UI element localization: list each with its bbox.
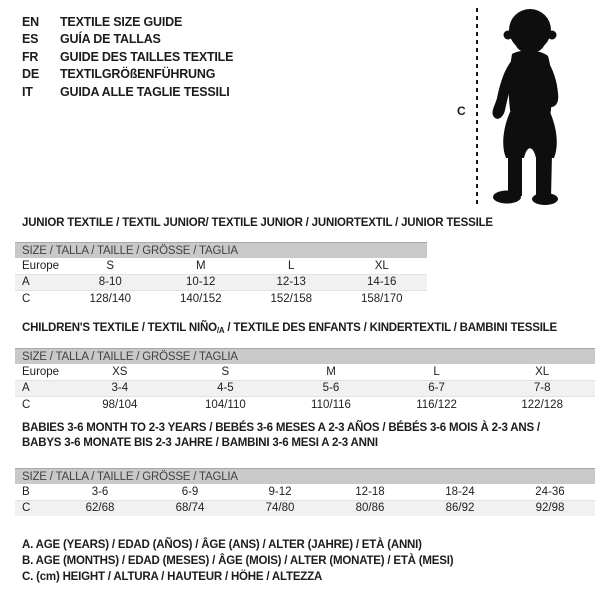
size-cell: L	[246, 258, 337, 274]
table-row-age	[15, 380, 595, 397]
table-row-europe	[15, 364, 595, 380]
children-title-suffix: / TEXTILE DES ENFANTS / KINDERTEXTIL / BAMBINI TESSILE	[224, 322, 557, 334]
footnotes	[22, 537, 453, 585]
lang-label: GUIDA ALLE TAGLIE TESSILI	[60, 84, 230, 99]
row-label-cell: Europe	[15, 258, 65, 274]
value-cell: 6-7	[384, 380, 490, 397]
value-cell: 4-5	[173, 380, 279, 397]
height-measure-label: C	[457, 104, 466, 118]
size-cell: XL	[337, 258, 428, 274]
lang-label: TEXTILGRÖßENFÜHRUNG	[60, 67, 216, 82]
value-cell: 8-10	[65, 274, 156, 291]
babies-table-title	[22, 421, 540, 451]
lang-row-fr	[22, 48, 233, 66]
value-cell: 68/74	[145, 500, 235, 516]
lang-row-it	[22, 83, 233, 101]
value-cell: 152/158	[270, 292, 313, 305]
junior-size-table	[15, 242, 427, 307]
row-label-cell: B	[15, 484, 55, 500]
lang-code: DE	[22, 67, 39, 82]
lang-code: EN	[22, 14, 39, 29]
size-cell: S	[173, 364, 279, 380]
table-row-height	[15, 500, 595, 516]
value-cell: 158/170	[360, 292, 403, 305]
table-row-europe	[15, 258, 427, 274]
children-title-subscript: /A	[216, 326, 225, 335]
footnote-b: B. AGE (MONTHS) / EDAD (MESES) / ÂGE (MOIS) / ALTER (MONATE) / ETÀ (MESI)	[22, 555, 454, 567]
lang-label: TEXTILE SIZE GUIDE	[60, 14, 183, 29]
size-cell: L	[384, 364, 490, 380]
size-cell: S	[65, 258, 156, 274]
table-row-age	[15, 274, 427, 291]
value-cell: 74/80	[235, 500, 325, 516]
size-cell: M	[156, 258, 247, 274]
value-cell: 12-13	[246, 274, 337, 291]
table-row-months	[15, 484, 595, 500]
lang-label: GUIDE DES TAILLES TEXTILE	[60, 49, 234, 64]
babies-title-line1: BABIES 3-6 MONTH TO 2-3 YEARS / BEBÉS 3-6 MESES A 2-3 AÑOS / BÉBÉS 3-6 MOIS À 2-3 ANS /	[22, 422, 540, 434]
size-header-row	[15, 243, 427, 259]
value-cell: 10-12	[156, 274, 247, 291]
children-title-prefix: CHILDREN'S TEXTILE / TEXTIL NIÑO	[22, 322, 217, 334]
size-header-bar: SIZE / TALLA / TAILLE / GRÖSSE / TAGLIA	[15, 243, 427, 259]
size-cell: XS	[67, 364, 173, 380]
value-cell: 122/128	[521, 398, 563, 411]
value-cell: 80/86	[325, 500, 415, 516]
value-cell: 3-4	[67, 380, 173, 397]
value-cell: 92/98	[505, 500, 595, 516]
lang-code: ES	[22, 32, 39, 47]
babies-title-line2: BABYS 3-6 MONATE BIS 2-3 JAHRE / BAMBINI 3-6 MESI A 2-3 ANNI	[22, 437, 378, 449]
row-label-cell: C	[15, 500, 55, 516]
value-cell: 5-6	[278, 380, 384, 397]
row-label-cell: A	[15, 274, 65, 291]
size-header-row	[15, 469, 595, 485]
baby-silhouette-icon	[484, 6, 576, 206]
value-cell: 140/152	[179, 292, 222, 305]
table-row-height	[15, 397, 595, 413]
size-cell: M	[278, 364, 384, 380]
value-cell: 14-16	[337, 274, 428, 291]
size-header-bar: SIZE / TALLA / TAILLE / GRÖSSE / TAGLIA	[15, 349, 595, 365]
value-cell: 18-24	[415, 484, 505, 500]
lang-row-de	[22, 66, 233, 84]
value-cell: 116/122	[416, 398, 457, 411]
row-label-cell: C	[22, 292, 31, 305]
height-dashed-line	[476, 8, 478, 206]
size-header-row	[15, 349, 595, 365]
junior-table-title: JUNIOR TEXTILE / TEXTIL JUNIOR/ TEXTILE JUNIOR / JUNIORTEXTIL / JUNIOR TESSILE	[22, 217, 493, 229]
row-label-cell: Europe	[15, 364, 67, 380]
value-cell: 110/116	[311, 398, 351, 411]
value-cell: 128/140	[89, 292, 132, 305]
lang-code: FR	[22, 49, 39, 64]
value-cell: 86/92	[415, 500, 505, 516]
row-label-cell: A	[15, 380, 67, 397]
value-cell: 24-36	[505, 484, 595, 500]
value-cell: 12-18	[325, 484, 415, 500]
row-label-cell: C	[22, 398, 31, 411]
value-cell: 104/110	[205, 398, 246, 411]
language-header	[22, 13, 233, 101]
lang-label: GUÍA DE TALLAS	[60, 32, 161, 47]
babies-size-table	[15, 468, 595, 516]
value-cell: 7-8	[489, 380, 595, 397]
value-cell: 6-9	[145, 484, 235, 500]
footnote-c: C. (cm) HEIGHT / ALTURA / HAUTEUR / HÖHE / ALTEZZA	[22, 571, 323, 583]
size-header-bar: SIZE / TALLA / TAILLE / GRÖSSE / TAGLIA	[15, 469, 595, 485]
lang-code: IT	[22, 84, 33, 99]
children-size-table	[15, 348, 595, 413]
table-row-height	[15, 291, 427, 307]
value-cell: 3-6	[55, 484, 145, 500]
children-table-title	[22, 322, 557, 335]
value-cell: 62/68	[55, 500, 145, 516]
footnote-a: A. AGE (YEARS) / EDAD (AÑOS) / ÂGE (ANS) / ALTER (JAHRE) / ETÀ (ANNI)	[22, 539, 422, 551]
lang-row-en	[22, 13, 233, 31]
value-cell: 9-12	[235, 484, 325, 500]
lang-row-es	[22, 31, 233, 49]
size-cell: XL	[489, 364, 595, 380]
value-cell: 98/104	[102, 398, 138, 411]
